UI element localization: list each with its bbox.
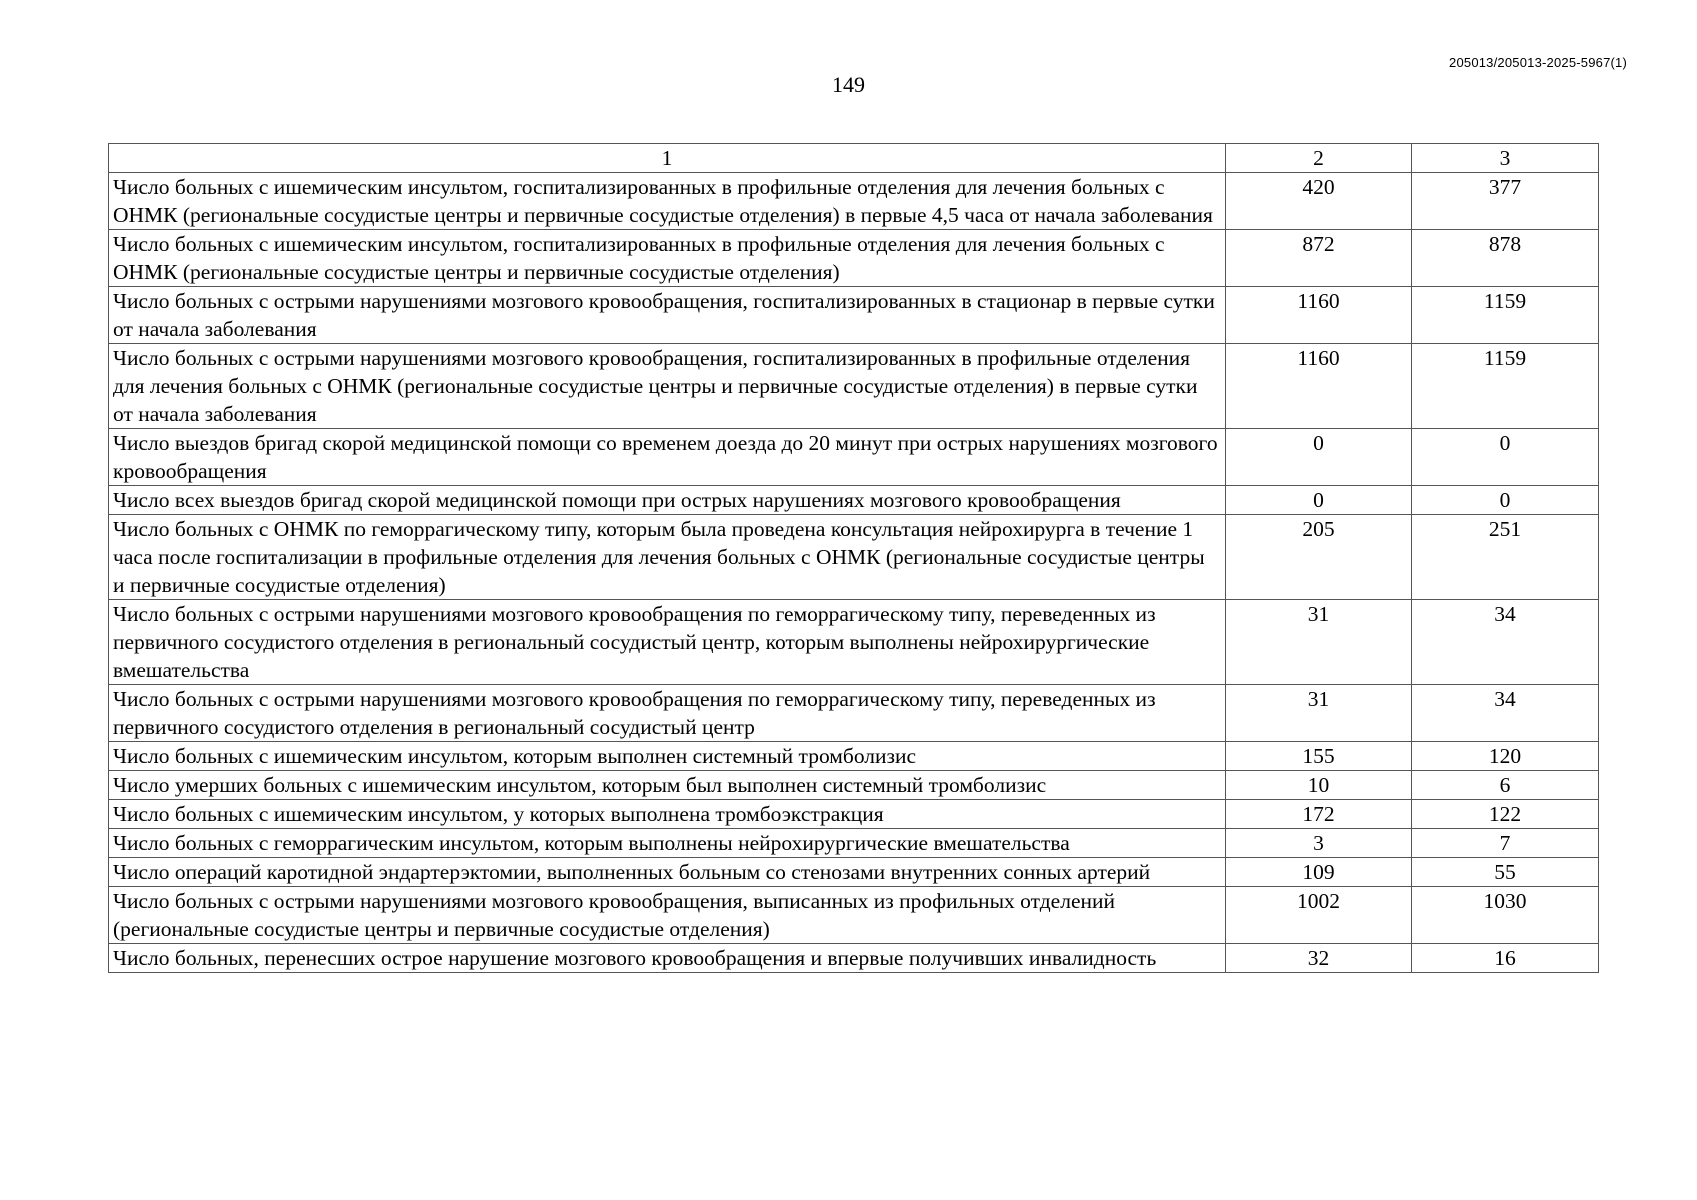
table-row	[109, 742, 1599, 771]
row-value-col2: 205	[1226, 515, 1412, 600]
row-value-col2: 32	[1226, 944, 1412, 973]
row-value-col3: 1159	[1412, 287, 1599, 344]
row-value-col2: 1160	[1226, 344, 1412, 429]
row-value-col2: 172	[1226, 800, 1412, 829]
table-row	[109, 800, 1599, 829]
table-row	[109, 944, 1599, 973]
row-value-col3: 878	[1412, 230, 1599, 287]
row-value-col3: 34	[1412, 685, 1599, 742]
row-value-col2: 3	[1226, 829, 1412, 858]
table-row	[109, 230, 1599, 287]
row-value-col2: 155	[1226, 742, 1412, 771]
row-label: Число больных с ишемическим инсультом, у которых выполнена тромбоэкстракция	[109, 800, 1226, 829]
row-value-col3: 377	[1412, 173, 1599, 230]
row-label: Число операций каротидной эндартерэктомии, выполненных больным со стенозами внутренних сонных артерий	[109, 858, 1226, 887]
row-label: Число больных с ОНМК по геморрагическому типу, которым была проведена консультация нейрохирурга в течение 1 часа после госпитализации в профильные отделения для лечения больных с ОНМК (региональные сосудистые центры и первичные сосудистые отделения)	[109, 515, 1226, 600]
table-row	[109, 858, 1599, 887]
row-value-col3: 1030	[1412, 887, 1599, 944]
table-row	[109, 685, 1599, 742]
row-value-col3: 55	[1412, 858, 1599, 887]
column-header-2: 2	[1226, 144, 1412, 173]
row-value-col2: 872	[1226, 230, 1412, 287]
row-label: Число больных с геморрагическим инсультом, которым выполнены нейрохирургические вмешательства	[109, 829, 1226, 858]
row-label: Число больных с ишемическим инсультом, госпитализированных в профильные отделения для лечения больных с ОНМК (региональные сосудистые центры и первичные сосудистые отделения) в первые 4,5 часа от начала заболевания	[109, 173, 1226, 230]
statistics-table	[108, 143, 1599, 973]
statistics-table-container	[108, 143, 1598, 973]
row-value-col3: 251	[1412, 515, 1599, 600]
table-row	[109, 486, 1599, 515]
page-number: 149	[832, 72, 865, 97]
row-label: Число больных с острыми нарушениями мозгового кровообращения, госпитализированных в стационар в первые сутки от начала заболевания	[109, 287, 1226, 344]
table-row	[109, 344, 1599, 429]
row-label: Число выездов бригад скорой медицинской помощи со временем доезда до 20 минут при острых нарушениях мозгового кровообращения	[109, 429, 1226, 486]
table-row	[109, 173, 1599, 230]
column-header-1: 1	[109, 144, 1226, 173]
row-label: Число больных с острыми нарушениями мозгового кровообращения по геморрагическому типу, переведенных из первичного сосудистого отделения в региональный сосудистый центр, которым выполнены нейрохирургические вмешательства	[109, 600, 1226, 685]
row-value-col2: 1160	[1226, 287, 1412, 344]
row-label: Число умерших больных с ишемическим инсультом, которым был выполнен системный тромболизис	[109, 771, 1226, 800]
row-label: Число больных с ишемическим инсультом, госпитализированных в профильные отделения для лечения больных с ОНМК (региональные сосудистые центры и первичные сосудистые отделения)	[109, 230, 1226, 287]
row-value-col3: 6	[1412, 771, 1599, 800]
row-label: Число больных с острыми нарушениями мозгового кровообращения по геморрагическому типу, переведенных из первичного сосудистого отделения в региональный сосудистый центр	[109, 685, 1226, 742]
row-value-col2: 1002	[1226, 887, 1412, 944]
row-value-col3: 1159	[1412, 344, 1599, 429]
table-row	[109, 887, 1599, 944]
table-row	[109, 515, 1599, 600]
row-label: Число больных с ишемическим инсультом, которым выполнен системный тромболизис	[109, 742, 1226, 771]
table-row	[109, 429, 1599, 486]
row-value-col3: 16	[1412, 944, 1599, 973]
row-value-col2: 0	[1226, 429, 1412, 486]
column-header-3: 3	[1412, 144, 1599, 173]
table-row	[109, 287, 1599, 344]
row-value-col3: 120	[1412, 742, 1599, 771]
row-value-col2: 10	[1226, 771, 1412, 800]
row-value-col3: 0	[1412, 486, 1599, 515]
row-label: Число больных, перенесших острое нарушение мозгового кровообращения и впервые получивших инвалидность	[109, 944, 1226, 973]
row-value-col3: 34	[1412, 600, 1599, 685]
table-row	[109, 600, 1599, 685]
row-value-col3: 122	[1412, 800, 1599, 829]
row-label: Число всех выездов бригад скорой медицинской помощи при острых нарушениях мозгового кровообращения	[109, 486, 1226, 515]
row-value-col2: 0	[1226, 486, 1412, 515]
row-value-col2: 31	[1226, 600, 1412, 685]
document-id: 205013/205013-2025-5967(1)	[1449, 55, 1627, 70]
table-row	[109, 771, 1599, 800]
row-value-col3: 7	[1412, 829, 1599, 858]
row-value-col2: 31	[1226, 685, 1412, 742]
row-value-col2: 420	[1226, 173, 1412, 230]
table-row	[109, 829, 1599, 858]
row-value-col2: 109	[1226, 858, 1412, 887]
row-label: Число больных с острыми нарушениями мозгового кровообращения, госпитализированных в профильные отделения для лечения больных с ОНМК (региональные сосудистые центры и первичные сосудистые отделения) в первые сутки от начала заболевания	[109, 344, 1226, 429]
row-label: Число больных с острыми нарушениями мозгового кровообращения, выписанных из профильных отделений (региональные сосудистые центры и первичные сосудистые отделения)	[109, 887, 1226, 944]
table-header-row	[109, 144, 1599, 173]
row-value-col3: 0	[1412, 429, 1599, 486]
